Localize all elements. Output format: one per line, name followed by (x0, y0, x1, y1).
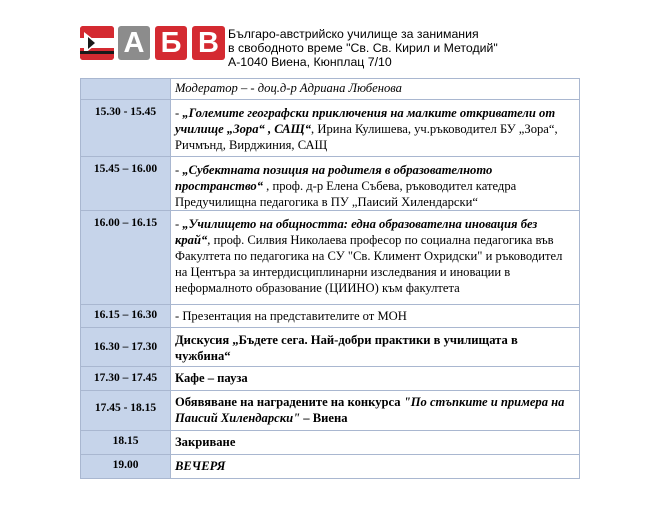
session-text: Кафе – пауза (175, 371, 248, 385)
session-cell (171, 328, 580, 367)
session-cell (171, 100, 580, 157)
moderator-cell (171, 79, 580, 100)
school-logo (80, 26, 220, 60)
school-name-line: в свободното време "Св. Св. Кирил и Методий" (228, 41, 498, 55)
header (0, 0, 650, 78)
schedule-table (80, 78, 580, 479)
session-cell (171, 455, 580, 479)
time-cell (81, 328, 171, 367)
session-text: ВЕЧЕРЯ (175, 459, 226, 473)
time-cell (81, 431, 171, 455)
time-label: 15.45 – 16.00 (93, 163, 158, 175)
table-row (81, 431, 580, 455)
time-cell (81, 305, 171, 328)
austria-bulgaria-flag-icon (80, 26, 114, 60)
time-cell (81, 455, 171, 479)
logo-letter-b: Б (155, 26, 187, 60)
session-speaker: , Ирина Кулишева, уч.ръководител БУ „Зора“, Ричмънд, Вирджиния, САЩ (175, 122, 558, 152)
session-speaker: , проф. Силвия Николаева професор по социална педагогика във Факултета по педагогика на СУ "Св. Климент Охридски" и ръководител на Центъра за интердисциплинарни изследвания и иновации в неформалното образование (ЦИИНО) към факултета (175, 233, 563, 295)
session-title: „Големите географски приключения на малките откриватели от училище „Зора“ , САЩ“ (175, 106, 556, 136)
session-title: „Училището на общността: една образователна иновация без край“ (175, 217, 538, 247)
logo-letter-a: А (118, 26, 150, 60)
time-cell (81, 391, 171, 431)
time-label: 16.30 – 17.30 (93, 341, 158, 353)
time-label: 17.45 - 18.15 (94, 402, 157, 414)
session-text: Дискусия „Бъдете сега. Най-добри практики в училищата в чужбина“ (175, 333, 518, 363)
session-lead: - (175, 163, 183, 177)
session-cell (171, 391, 580, 431)
time-label: 16.00 – 16.15 (93, 217, 158, 229)
time-cell (81, 367, 171, 391)
session-lead: - (175, 217, 183, 231)
moderator-text: Модератор – - доц.д-р Адриана Любенова (175, 81, 402, 95)
time-label: 17.30 – 17.45 (93, 372, 158, 384)
school-address-line: А-1040 Виена, Кюнплац 7/10 (228, 55, 392, 69)
award-suffix: – Виена (300, 411, 348, 425)
table-row (81, 305, 580, 328)
session-cell (171, 211, 580, 305)
time-cell (81, 157, 171, 211)
time-cell (81, 100, 171, 157)
table-row (81, 157, 580, 211)
time-label: 19.00 (112, 459, 139, 471)
session-lead: - (175, 106, 183, 120)
time-label: 15.30 - 15.45 (94, 106, 157, 118)
table-row (81, 455, 580, 479)
table-row (81, 367, 580, 391)
time-label: 18.15 (112, 435, 139, 447)
session-speaker: , проф. д-р Елена Събева, ръководител катедра Предучилищна педагогика в ПУ „Паисий Хилендарски“ (175, 179, 517, 209)
school-name-line: Българо-австрийско училище за занимания (228, 27, 479, 41)
table-row (81, 211, 580, 305)
session-cell (171, 305, 580, 328)
school-address (228, 27, 498, 69)
award-prefix: Обявяване на наградените на конкурса (175, 395, 404, 409)
table-row (81, 100, 580, 157)
session-cell (171, 431, 580, 455)
table-row (81, 328, 580, 367)
session-text: Закриване (175, 435, 236, 449)
table-row (81, 79, 580, 100)
contest-title: "По стъпките и примера на Паисий Хилендарски" (175, 395, 565, 425)
time-cell (81, 79, 171, 100)
session-text: - Презентация на представителите от МОН (175, 309, 407, 323)
session-title: „Субектната позиция на родителя в образователното пространство“ (175, 163, 493, 193)
session-cell (171, 157, 580, 211)
time-cell (81, 211, 171, 305)
session-cell (171, 367, 580, 391)
table-row (81, 391, 580, 431)
logo-letter-v: В (192, 26, 225, 60)
time-label: 16.15 – 16.30 (93, 309, 158, 321)
